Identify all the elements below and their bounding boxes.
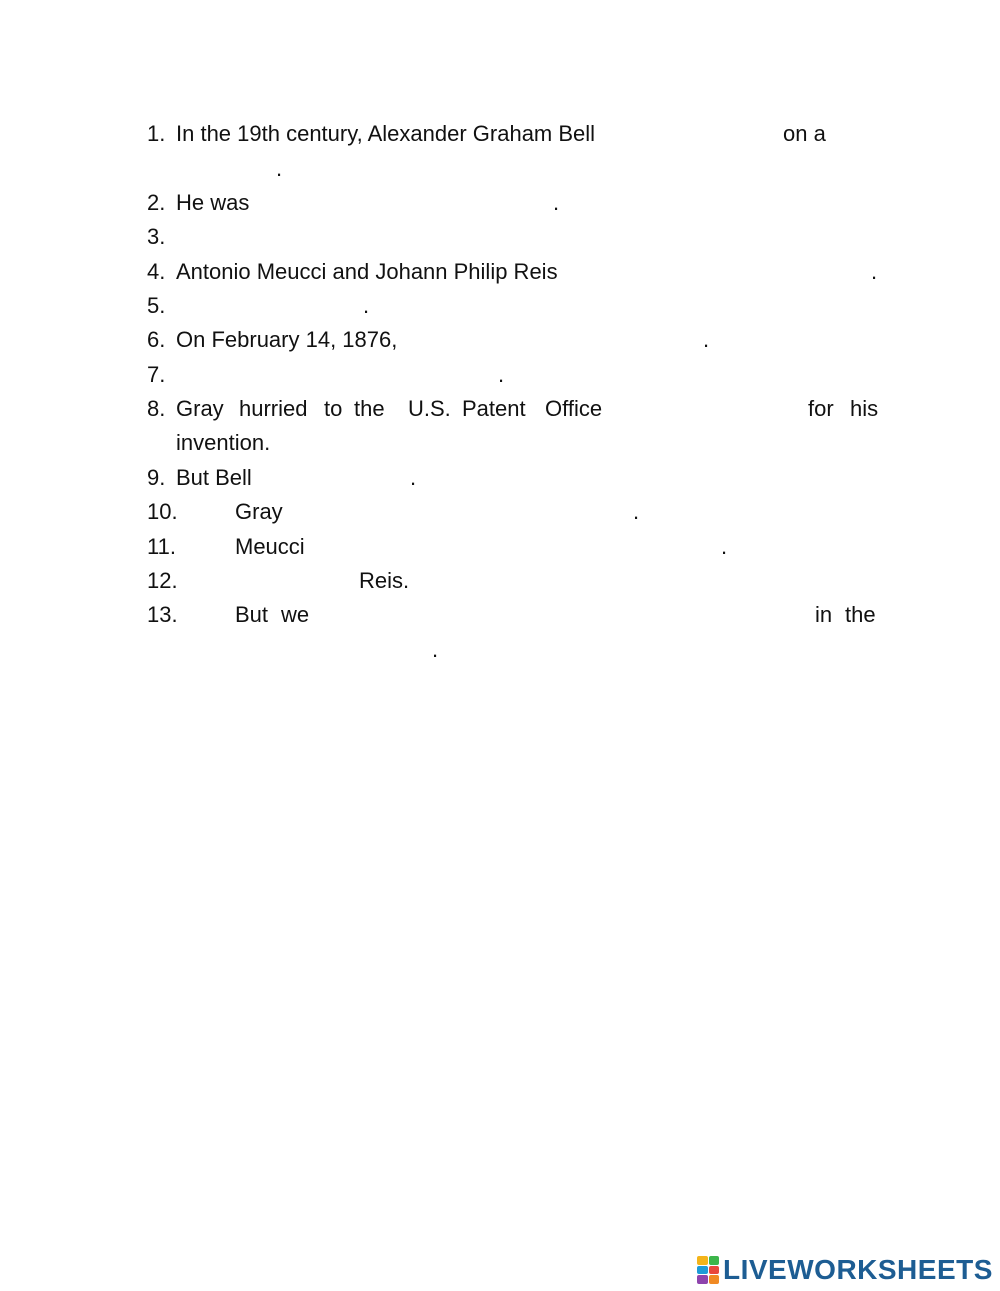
liveworksheets-logo: [697, 1252, 993, 1288]
answer-blank[interactable]: [176, 160, 276, 184]
answer-blank[interactable]: [176, 228, 776, 252]
item-number: 6.: [147, 327, 166, 352]
item-13-continued: [147, 635, 882, 665]
item-text: Meucci: [235, 534, 305, 559]
item-7: [147, 360, 882, 390]
item-text: .: [498, 362, 505, 387]
item-number: 13.: [147, 602, 178, 627]
item-text: .: [721, 534, 728, 559]
answer-blank[interactable]: [235, 572, 355, 596]
answer-blank[interactable]: [587, 263, 869, 287]
logo-text: LIVEWORKSHEETS: [723, 1254, 993, 1285]
item-text: .: [703, 327, 710, 352]
item-text: .: [276, 156, 283, 181]
answer-blank[interactable]: [642, 125, 777, 149]
item-12: [147, 566, 882, 596]
item-text: hurried: [239, 396, 308, 421]
item-text: Office: [545, 396, 603, 421]
item-text: we: [281, 602, 310, 627]
answer-blank[interactable]: [617, 400, 802, 424]
answer-blank[interactable]: [176, 641, 431, 665]
item-text: Antonio Meucci and Johann Philip Reis: [176, 259, 558, 284]
item-text: .: [363, 293, 370, 318]
logo-mark-icon: [697, 1256, 719, 1284]
item-text: Patent: [462, 396, 526, 421]
item-text: the: [845, 602, 876, 627]
item-number: 1.: [147, 121, 166, 146]
item-text: He was: [176, 190, 250, 215]
item-11: [147, 532, 882, 562]
item-text: U.S.: [408, 396, 451, 421]
answer-blank[interactable]: [327, 606, 807, 630]
item-1: [147, 119, 882, 149]
item-8-continued: [147, 428, 882, 458]
item-6: [147, 325, 882, 355]
item-number: 9.: [147, 465, 166, 490]
item-number: 2.: [147, 190, 166, 215]
item-text: .: [553, 190, 560, 215]
item-number: 7.: [147, 362, 166, 387]
item-10: [147, 497, 882, 527]
item-text: on a: [783, 121, 826, 146]
item-text: invention.: [176, 430, 271, 455]
answer-blank[interactable]: [257, 194, 552, 218]
item-number: 10.: [147, 499, 178, 524]
item-text: .: [633, 499, 640, 524]
answer-blank[interactable]: [417, 331, 702, 355]
item-5: [147, 291, 882, 321]
item-text: .: [410, 465, 417, 490]
item-9: [147, 463, 882, 493]
item-8: [147, 394, 882, 424]
answer-blank[interactable]: [319, 538, 719, 562]
item-2: [147, 188, 882, 218]
item-number: 3.: [147, 224, 166, 249]
answer-blank[interactable]: [263, 469, 408, 493]
item-text: On February 14, 1876,: [176, 327, 398, 352]
item-text: In the 19th century, Alexander Graham Bell: [176, 121, 596, 146]
item-number: 5.: [147, 293, 166, 318]
answer-blank[interactable]: [293, 503, 631, 527]
item-text: for: [808, 396, 834, 421]
item-text: his: [850, 396, 879, 421]
item-text: Gray: [176, 396, 224, 421]
item-text: the: [354, 396, 385, 421]
item-1-continued: [147, 154, 882, 184]
item-4: [147, 257, 882, 287]
item-text: Gray: [235, 499, 283, 524]
item-number: 12.: [147, 568, 178, 593]
answer-blank[interactable]: [176, 366, 497, 390]
item-13: [147, 600, 882, 630]
item-text: in: [815, 602, 833, 627]
item-text: to: [324, 396, 343, 421]
item-number: 4.: [147, 259, 166, 284]
item-text: .: [871, 259, 878, 284]
item-text: .: [432, 637, 439, 662]
item-3: [147, 222, 882, 252]
item-text: But Bell: [176, 465, 252, 490]
item-text: But: [235, 602, 269, 627]
item-number: 11.: [147, 534, 176, 559]
answer-blank[interactable]: [176, 297, 361, 321]
item-text: Reis.: [359, 568, 410, 593]
item-number: 8.: [147, 396, 166, 421]
